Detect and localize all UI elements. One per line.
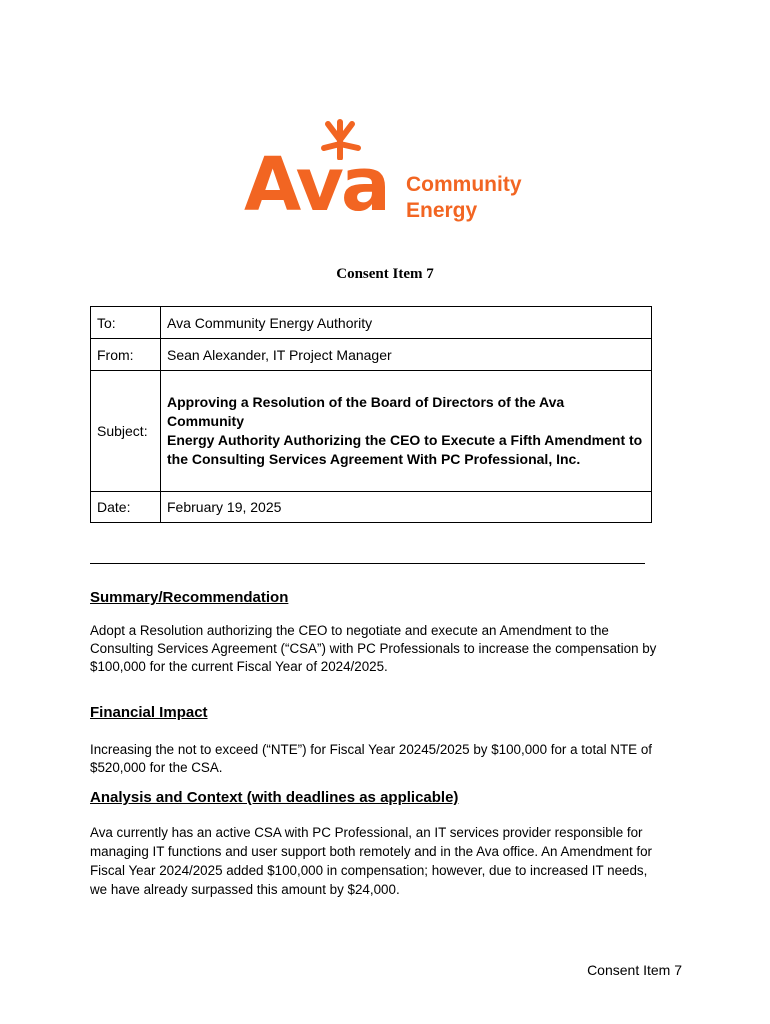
subject-value xyxy=(161,371,652,492)
logo-community: Community xyxy=(406,173,522,196)
summary-line: Consulting Services Agreement (“CSA”) with PC Professionals to increase the compensation by xyxy=(90,641,657,656)
to-value: Ava Community Energy Authority xyxy=(161,307,652,339)
analysis-paragraph xyxy=(90,823,690,899)
logo-energy: Energy xyxy=(406,199,478,222)
analysis-line: Fiscal Year 2024/2025 added $100,000 in compensation; however, due to increased IT needs, xyxy=(90,863,648,878)
analysis-line: Ava currently has an active CSA with PC Professional, an IT services provider responsible for xyxy=(90,825,643,840)
ava-community-energy-logo xyxy=(244,118,534,228)
analysis-line: managing IT functions and user support both remotely and in the Ava office. An Amendment for xyxy=(90,844,653,859)
analysis-heading: Analysis and Context (with deadlines as applicable) xyxy=(90,789,459,806)
from-label: From: xyxy=(91,339,161,371)
to-label: To: xyxy=(91,307,161,339)
subject-line: Approving a Resolution of the Board of Directors of the Ava Community xyxy=(167,394,565,429)
date-value: February 19, 2025 xyxy=(161,492,652,523)
summary-heading: Summary/Recommendation xyxy=(90,589,289,606)
page-footer: Consent Item 7 xyxy=(587,962,682,978)
page-title: Consent Item 7 xyxy=(336,266,434,282)
financial-paragraph xyxy=(90,741,690,777)
summary-line: $100,000 for the current Fiscal Year of 2024/2025. xyxy=(90,659,388,674)
financial-heading: Financial Impact xyxy=(90,704,208,721)
memo-row-to xyxy=(91,307,652,339)
summary-paragraph xyxy=(90,622,690,676)
date-label: Date: xyxy=(91,492,161,523)
memo-row-date xyxy=(91,492,652,523)
financial-line: $520,000 for the CSA. xyxy=(90,760,223,775)
memo-header-table xyxy=(90,306,652,523)
memo-row-subject xyxy=(91,371,652,492)
divider xyxy=(90,563,645,564)
financial-line: Increasing the not to exceed (“NTE”) for Fiscal Year 20245/2025 by $100,000 for a total NTE of xyxy=(90,742,652,757)
subject-line: Energy Authority Authorizing the CEO to Execute a Fifth Amendment to xyxy=(167,432,643,448)
logo-wordmark: Ava xyxy=(244,142,388,228)
subject-line: the Consulting Services Agreement With PC Professional, Inc. xyxy=(167,451,581,467)
analysis-line: we have already surpassed this amount by $24,000. xyxy=(90,882,400,897)
memo-row-from xyxy=(91,339,652,371)
summary-line: Adopt a Resolution authorizing the CEO to negotiate and execute an Amendment to the xyxy=(90,623,609,638)
from-value: Sean Alexander, IT Project Manager xyxy=(161,339,652,371)
subject-label: Subject: xyxy=(91,371,161,492)
